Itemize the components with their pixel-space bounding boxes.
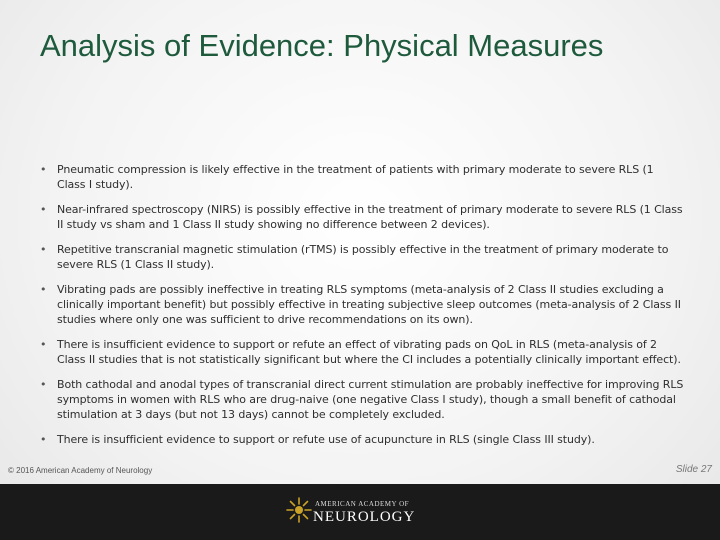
bullet-glyph: • [40,433,47,446]
aan-logo [285,494,425,534]
sunburst-logo-icon [285,496,313,524]
slide-title: Analysis of Evidence: Physical Measures [40,28,604,63]
bullet-item [40,282,685,327]
logo-line2: NEUROLOGY [313,509,416,525]
bullet-item [40,337,685,367]
bullet-item [40,377,685,422]
bullet-glyph: • [40,203,47,216]
bullet-glyph: • [40,378,47,391]
bullet-text: Vibrating pads are possibly ineffective in treating RLS symptoms (meta-analysis of 2 Class II studies excluding a clinically important benefit) but possibly effective in treating subjective sleep outcomes (meta-analysis of 2 Class II studies where only one was sufficient to drive recommendations on its own). [57,283,681,326]
bullet-glyph: • [40,243,47,256]
bullet-glyph: • [40,338,47,351]
bullet-text: Near-infrared spectroscopy (NIRS) is possibly effective in the treatment of primary moderate to severe RLS (1 Class II study vs sham and 1 Class II study showing no difference between 2 devices). [57,203,683,231]
bullet-text: Pneumatic compression is likely effective in the treatment of patients with primary moderate to severe RLS (1 Class I study). [57,163,654,191]
bullet-item [40,432,685,447]
logo-line1: AMERICAN ACADEMY OF [315,500,410,508]
bullet-text: There is insufficient evidence to support or refute use of acupuncture in RLS (single Class III study). [57,433,595,446]
bullet-item [40,202,685,232]
bullet-text: Repetitive transcranial magnetic stimulation (rTMS) is possibly effective in the treatment of primary moderate to severe RLS (1 Class II study). [57,243,669,271]
bullet-glyph: • [40,283,47,296]
bullet-list [40,162,685,457]
bullet-item [40,242,685,272]
bullet-glyph: • [40,163,47,176]
slide-number: Slide 27 [675,464,712,475]
copyright-text: © 2016 American Academy of Neurology [8,466,153,475]
bullet-text: Both cathodal and anodal types of transcranial direct current stimulation are probably ineffective for improving RLS symptoms in women with RLS who are drug-naive (one negative Class I study), though a small benefit of cathodal stimulation at 3 days (but not 13 days) cannot be completely excluded. [57,378,684,421]
bullet-text: There is insufficient evidence to support or refute an effect of vibrating pads on QoL in RLS (meta-analysis of 2 Class II studies that is not statistically significant but where the CI includes a potentially clinically important effect). [57,338,681,366]
bullet-item [40,162,685,192]
